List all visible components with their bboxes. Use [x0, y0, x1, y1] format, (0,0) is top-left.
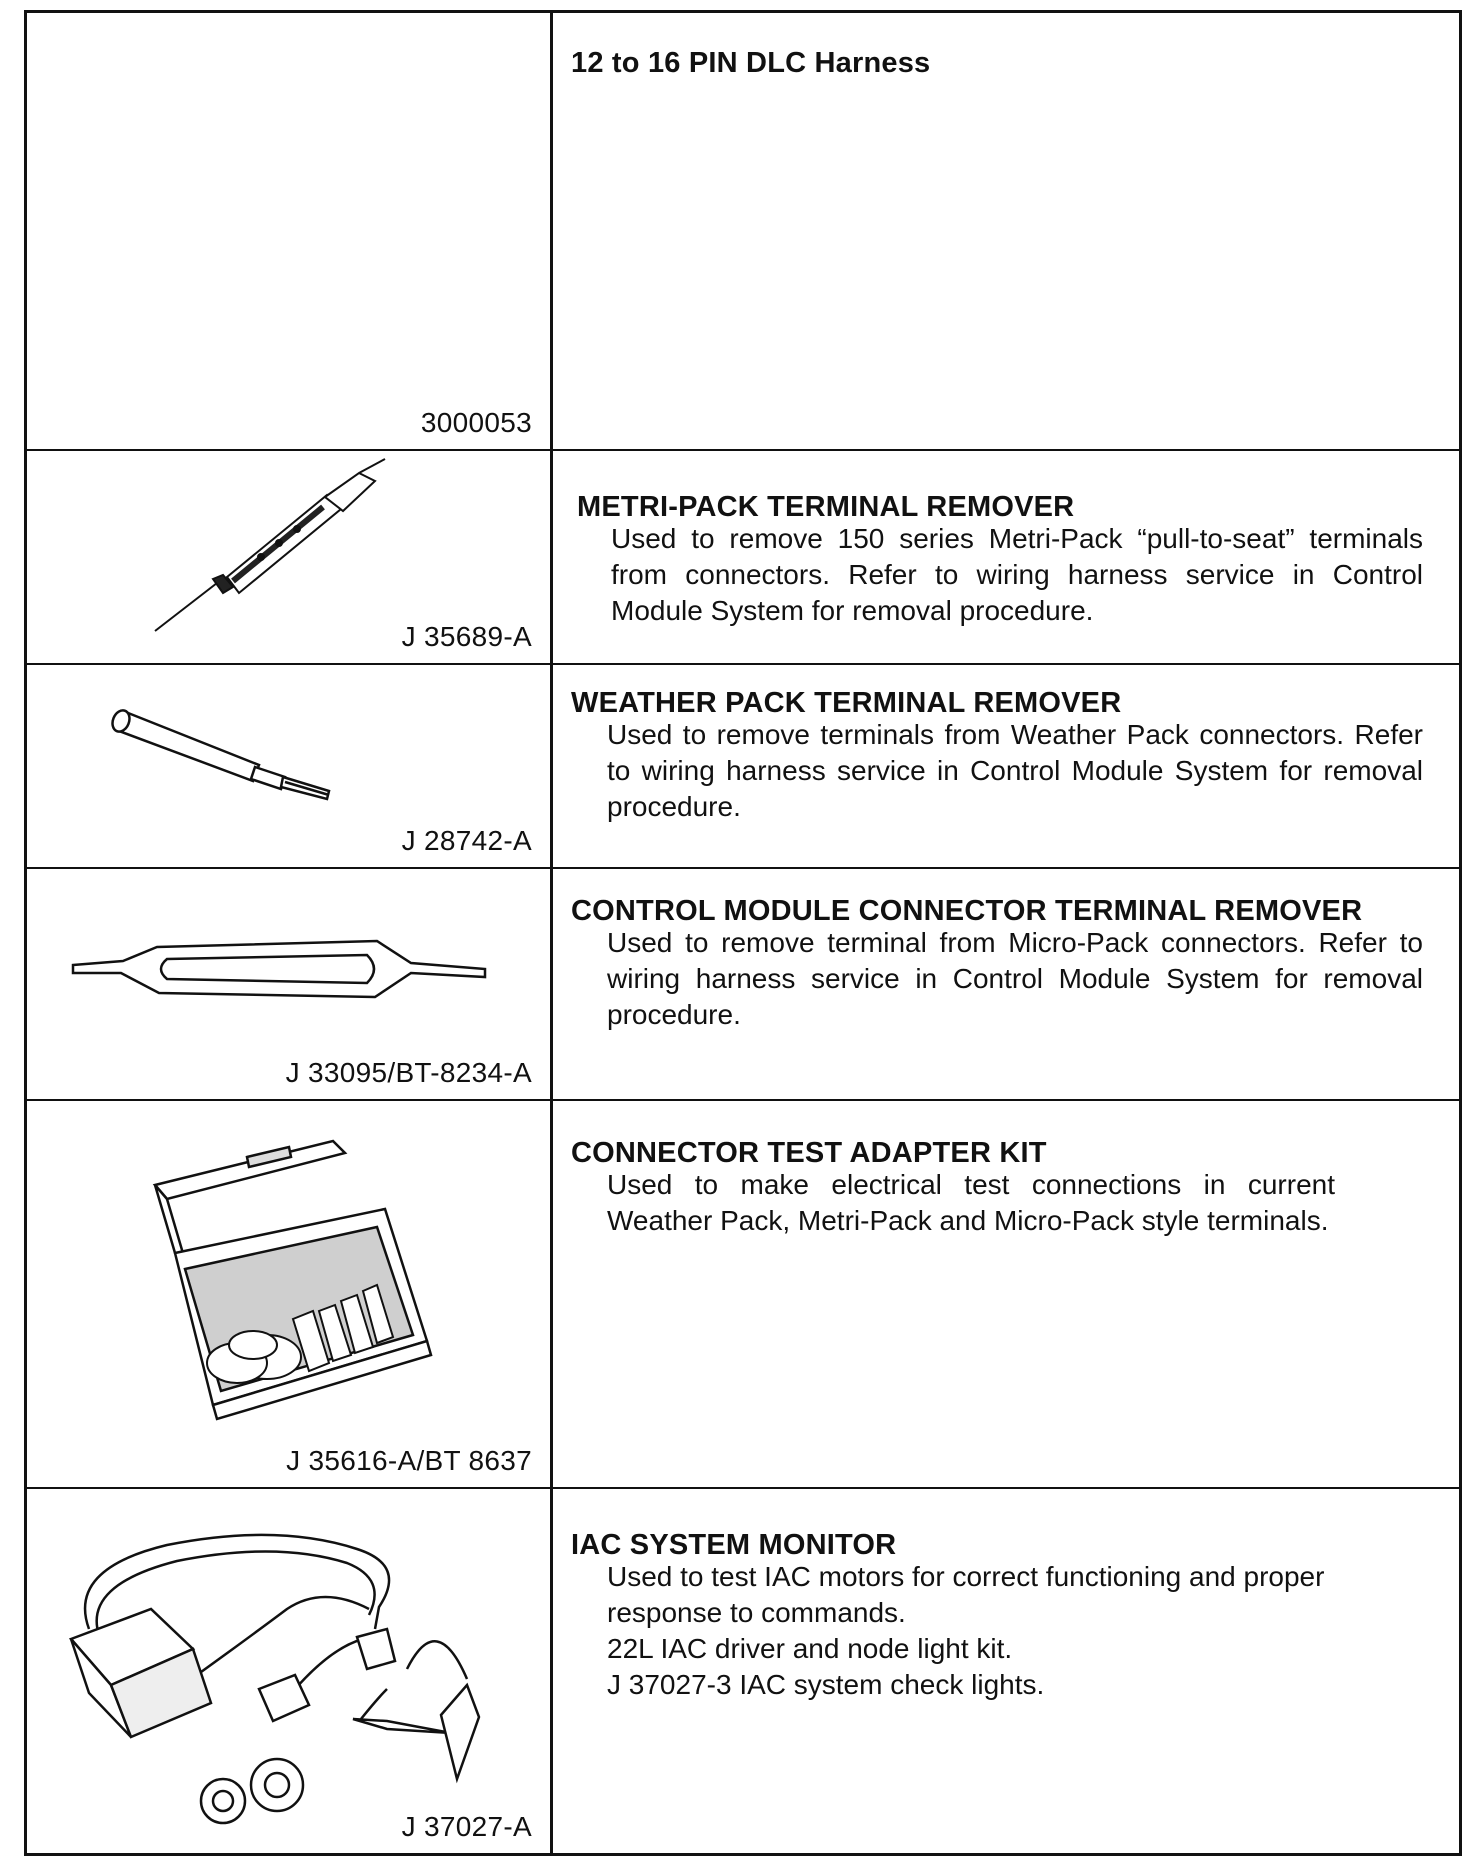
tool-info-cell — [553, 869, 1459, 1099]
table-row — [27, 451, 1459, 665]
tool-info-cell — [553, 665, 1459, 867]
part-number: J 35616-A/BT 8637 — [286, 1445, 532, 1476]
part-number: J 35689-A — [401, 621, 532, 652]
table-row — [27, 869, 1459, 1101]
table-row — [27, 665, 1459, 869]
special-tools-table — [24, 10, 1462, 1856]
tool-description: Used to remove terminals from Weather Pack connectors. Refer to wiring harness service in Control Module System for removal procedure. — [607, 719, 1423, 822]
tool-description: Used to remove terminal from Micro-Pack connectors. Refer to wiring harness service in Control Module System for removal procedure. — [607, 927, 1423, 1030]
tool-image-cell — [27, 1489, 550, 1853]
tool-image-cell — [27, 13, 550, 449]
iac-monitor-illustration — [27, 1489, 550, 1853]
description-line: J 37027-3 IAC system check lights. — [607, 1669, 1045, 1700]
table-row — [27, 13, 1459, 451]
tool-title: CONNECTOR TEST ADAPTER KIT — [571, 1137, 1047, 1169]
part-number: J 37027-A — [401, 1811, 532, 1842]
tool-info-cell — [553, 1101, 1459, 1487]
tool-description: Used to remove 150 series Metri-Pack “pull-to-seat” terminals from connectors. Refer to wiring harness service in Control Module System for removal procedure. — [611, 523, 1423, 626]
tool-title: WEATHER PACK TERMINAL REMOVER — [571, 687, 1122, 719]
tool-info-cell — [553, 13, 1459, 449]
description-line: Used to test IAC motors for correct functioning and proper response to commands. — [607, 1561, 1325, 1628]
tool-title: CONTROL MODULE CONNECTOR TERMINAL REMOVER — [571, 895, 1363, 927]
table-row — [27, 1101, 1459, 1489]
tool-title: IAC SYSTEM MONITOR — [571, 1529, 897, 1561]
table-row — [27, 1489, 1459, 1853]
tool-image-cell — [27, 665, 550, 867]
part-number: J 33095/BT-8234-A — [285, 1057, 532, 1088]
tool-title: METRI-PACK TERMINAL REMOVER — [577, 491, 1075, 523]
tool-info-cell — [553, 1489, 1459, 1853]
tool-info-cell — [553, 451, 1459, 663]
description-line: 22L IAC driver and node light kit. — [607, 1633, 1013, 1664]
tool-image-cell — [27, 1101, 550, 1487]
part-number: J 28742-A — [401, 825, 532, 856]
part-number: 3000053 — [420, 407, 532, 438]
tool-image-cell — [27, 869, 550, 1099]
adapter-kit-case-illustration — [27, 1101, 550, 1489]
tool-description — [607, 1559, 1423, 1703]
tool-description: Used to make electrical test connections in current Weather Pack, Metri-Pack and Micro-Pack style terminals. — [607, 1169, 1335, 1236]
tool-title: 12 to 16 PIN DLC Harness — [571, 47, 931, 79]
tool-image-cell — [27, 451, 550, 663]
